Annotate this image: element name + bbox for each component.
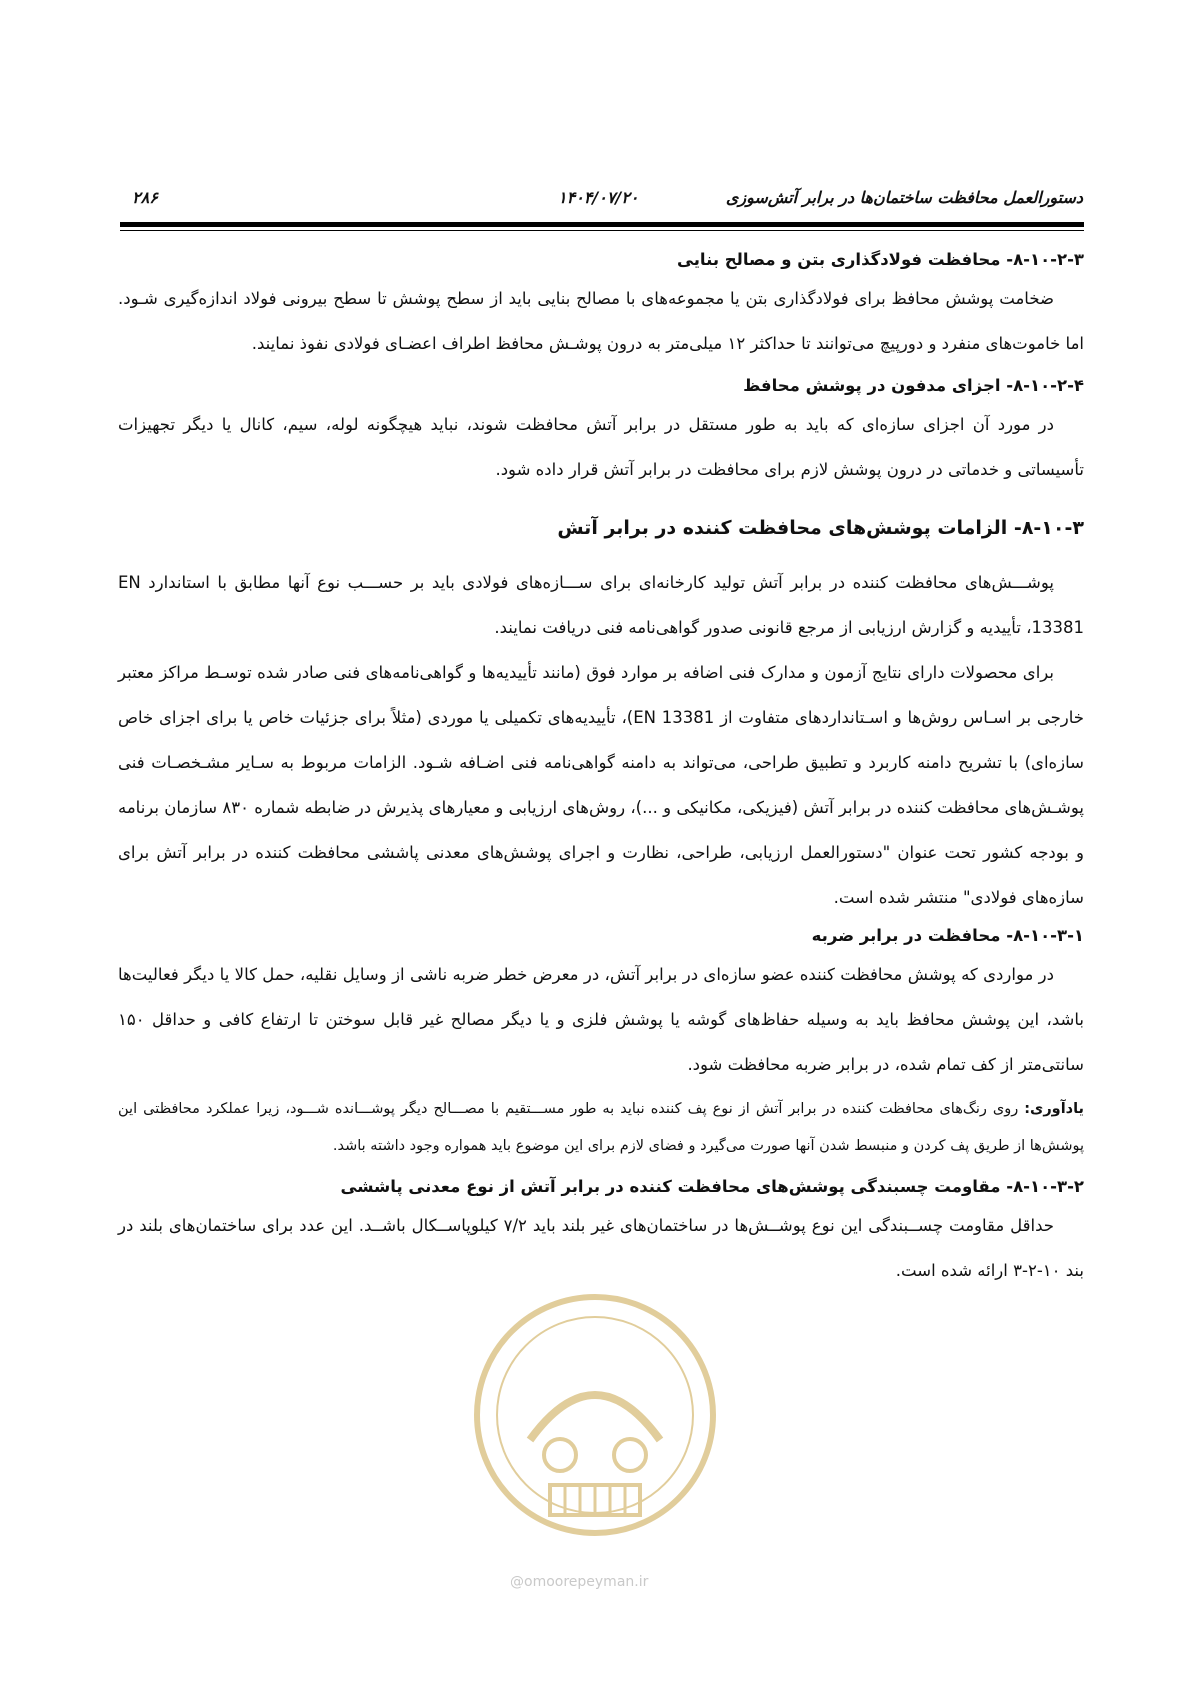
section-heading-8-10-2-4: ۸-۱۰-۲-۴- اجزای مدفون در پوشش محافظ [743,376,1084,395]
section-heading-8-10-3-1: ۸-۱۰-۳-۱- محافظت در برابر ضربه [811,926,1084,945]
paragraph: در مواردی که پوشش محافظت کننده عضو سازه‌ای در برابر آتش، در معرض خطر ضربه ناشی از وسایل نقلیه، حمل کالا یا دیگر فعالیت‌ها باشد، این پوشش محافظ باید به وسیله حفاظ‌های گوشه یا پوشش فلزی و یا دیگر مصالح غیر قابل سوختن تا ارتفاع کافی و حداقل ۱۵۰ سانتی‌متر از کف تمام شده، در برابر ضربه محافظت شود. [118,965,1084,1074]
header-rule-thin [120,230,1084,231]
paragraph: برای محصولات دارای نتایج آزمون و مدارک فنی اضافه بر موارد فوق (مانند تأییدیه‌ها و گواهی‌نامه‌های فنی صادر شده توسـط مراکز معتبر خارجی بر اسـاس روش‌ها و اسـتانداردهای متفاوت از EN 13381)، تأییدیه‌های تکمیلی یا موردی (مثلاً برای جزئیات خاص یا برای اجزای خاص سازه‌ای) با تشریح دامنه کاربرد و تطبیق طراحی، می‌تواند به دامنه گواهی‌نامه فنی اضـافه شـود. الزامات مربوط به سـایر مشـخصـات فنی پوشـش‌های محافظت کننده در برابر آتش (فیزیکی، مکانیکی و ...)، روش‌های ارزیابی و معیارهای پذیرش در ضابطه شماره ۸۳۰ سازمان برنامه و بودجه کشور تحت عنوان "دستورالعمل ارزیابی، طراحی، نظارت و اجرای پوشش‌های معدنی پاششی محافظت کننده در برابر آتش برای سازه‌های فولادی" منتشر شده است. [118,663,1084,907]
page-content [118,244,1084,1293]
section-heading-8-10-2-3: ۸-۱۰-۲-۳- محافظت فولادگذاری بتن و مصالح بنایی [677,250,1084,269]
running-header [120,188,1083,212]
note-box [118,1091,1084,1165]
paragraph: حداقل مقاومت چســبندگی این نوع پوشــش‌ها در ساختمان‌های غیر بلند باید ۷/۲ کیلوپاســکال باشــد. این عدد برای ساختمان‌های بلند در بند ۱۰-۲-۳ ارائه شده است. [118,1216,1084,1280]
header-date: ۱۴۰۴/۰۷/۲۰ [558,188,639,207]
header-title: دستورالعمل محافظت ساختمان‌ها در برابر آتش‌سوزی [725,188,1083,207]
page-number: ۲۸۶ [132,188,158,207]
paragraph: ضخامت پوشش محافظ برای فولادگذاری بتن یا مجموعه‌های با مصالح بنایی باید از سطح پوشش تا سطح بیرونی فولاد اندازه‌گیری شـود. اما خاموت‌های منفرد و دورپیچ می‌توانند تا حداکثر ۱۲ میلی‌متر به درون پوشـش محافظ اطراف اعضـای فولادی نفوذ نمایند. [118,289,1084,353]
watermark-seal-icon [470,1290,720,1540]
note-label: یادآوری: [1024,1101,1084,1117]
note-text: روی رنگ‌های محافظت کننده در برابر آتش از نوع پف کننده نباید به طور مســـتقیم با مصـــالح دیگر پوشـــانده شـــود، زیرا عملکرد محافظتی این پوشش‌ها از طریق پف کردن و منبسط شدن آنها صورت می‌گیرد و فضای لازم برای این موضوع باید همواره وجود داشته باشد. [118,1101,1084,1154]
section-heading-8-10-3: ۸-۱۰-۳- الزامات پوشش‌های محافظت کننده در برابر آتش [557,517,1084,539]
watermark-url: @omoorepeyman.ir [510,1574,649,1590]
section-heading-8-10-3-2: ۸-۱۰-۳-۲- مقاومت چسبندگی پوشش‌های محافظت کننده در برابر آتش از نوع معدنی پاششی [340,1177,1084,1196]
paragraph: پوشـــش‌های محافظت کننده در برابر آتش تولید کارخانه‌ای برای ســـازه‌های فولادی باید بر حســـب نوع آنها مطابق با استاندارد EN 13381، تأییدیه و گزارش ارزیابی از مرجع قانونی صدور گواهی‌نامه فنی دریافت نمایند. [118,573,1084,637]
header-rule-thick [120,222,1084,227]
paragraph: در مورد آن اجزای سازه‌ای که باید به طور مستقل در برابر آتش محافظت شوند، نباید هیچگونه لوله، سیم، کانال یا دیگر تجهیزات تأسیساتی و خدماتی در درون پوشش لازم برای محافظت در برابر آتش قرار داده شود. [118,415,1084,479]
